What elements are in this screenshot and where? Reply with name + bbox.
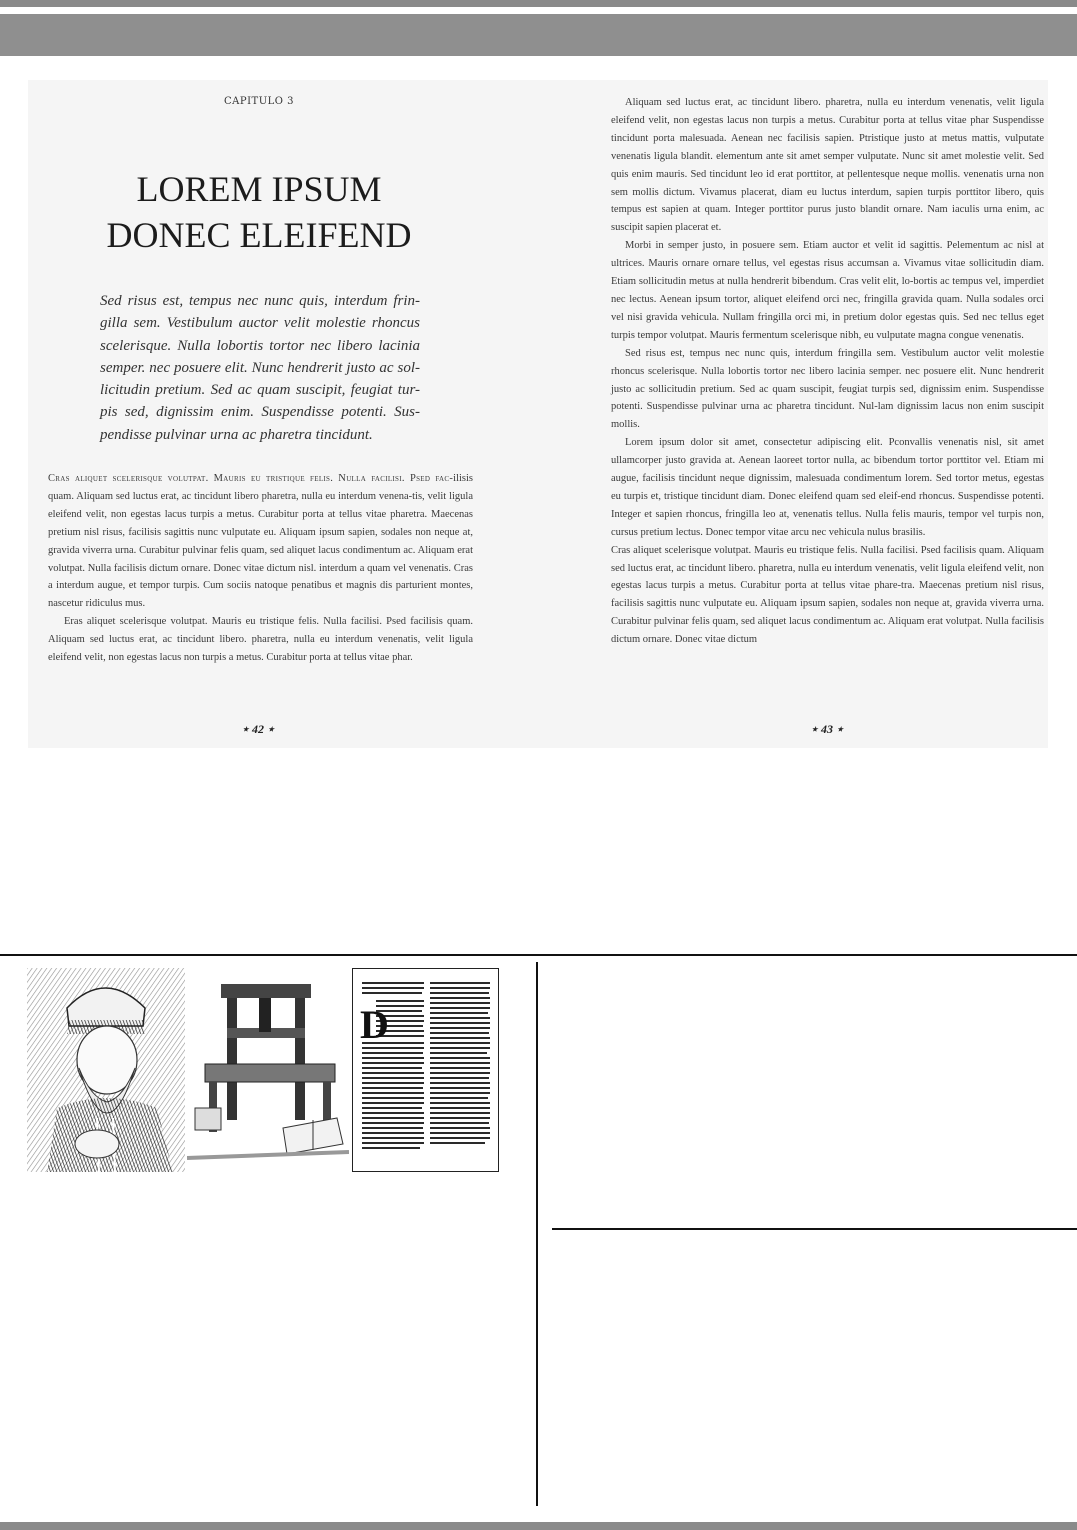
- top-rule-thin: [0, 0, 1077, 7]
- section-divider: [0, 954, 1077, 956]
- right-paragraph-5: Cras aliquet scelerisque volutpat. Mauris eu tristique felis. Nulla facilisi. Psed facilisis quam. Aliquam sed luctus erat, ac tincidunt libero. pharetra, nulla eu interdum venenatis, velit ligula eleifend velit, non egestas lacus turpis a metus. Curabitur porta at tellus vitae phare-tra. Maecenas pretium nisl risus, facilisis sagittis nunc vulputate eu. Aliquam ipsum sapien, sodales non neque at, gravida viverra urna. Curabitur pulvinar felis quam, sed aliquet lacus condimentum ac. Aliquam erat volutpat. Nulla facilisis dictum ornare. Donec vitae dictum: [611, 544, 1044, 646]
- right-paragraph-4: Lorem ipsum dolor sit amet, consectetur adipiscing elit. Pconvallis venenatis nisl, sit amet ullamcorper justo gravida at. Aenean laoreet tortor nulla, ac bibendum tortor porttitor vel. Etiam mi augue, facilisis tincidunt neque dignissim, malesuada condimentum lorem. Sed tortor metus, egestas eu turpis et, tristique tincidunt diam. Donec eleifend quam sed eleif-end rhoncus. Suspendisse potenti. Integer et sapien rhoncus, fringilla leo at, venenatis tellus. Nulla felis mauris, tempor vel turpis non, cursus pretium lectus. Donec tempor vitae arcu nec vehicula nulus brasilis.: [611, 437, 1044, 538]
- right-paragraph-3: Sed risus est, tempus nec nunc quis, interdum fringilla sem. Vestibulum auctor velit molestie rhoncus scelerisque. Nulla lobortis tortor nec libero lacinia semper. nec posuere elit. Nunc hendrerit justo ac sollicitudin pretium. Sed ac quam suscipit, feugiat turpis sed, dignissim enim. Suspendisse potenti. Suspendisse pulvinar urna ac pharetra tincidunt. Nul-lam dignissim lacus non enim suscipit mollis.: [611, 347, 1044, 431]
- left-paragraph-1: [48, 470, 473, 613]
- bible-page-image: [352, 968, 499, 1172]
- left-body-text: [48, 470, 473, 667]
- left-paragraph-1-rest: ilisis quam. Aliquam sed luctus erat, ac tincidunt libero pharetra, nulla eu interdum venena-tis, velit ligula eleifend velit, non egestas lacus turpis a metus. Curabitur porta at tellus vitae pharetra. Maecenas pretium nisl risus, facilisis sagittis nunc vulputate eu. Aliquam ipsum sapien, sodales non neque at, gravida viverra urna. Curabitur pulvinar felis quam, sed aliquet lacus condimentum ac. Aliquam erat volutpat. Nulla facilisis dictum ornare. Donec vitae dictum nisl. interdum a quam vel venenatis. Cras a interdum augue, et tempor turpis. Cum sociis natoque penatibus et magnis dis parturient montes, nascetur ridiculus mus.: [48, 473, 473, 610]
- title-line-2: DONEC ELEIFEND: [106, 215, 412, 255]
- book-spread: [28, 80, 1048, 748]
- bottom-rule: [0, 1522, 1077, 1530]
- right-column-rule: [552, 1228, 1077, 1230]
- chapter-label: CAPITULO 3: [223, 96, 295, 107]
- intro-paragraph: Sed risus est, tempus nec nunc quis, interdum frin-gilla sem. Vestibulum auctor velit molestie rhoncus scelerisque. Nulla lobortis tortor nec libero lacinia semper. nec posuere elit. Nunc hendrerit justo ac sol-licitudin pretium. Sed ac quam suscipit, feugiat tur-pis sed, dignissim enim. Suspendisse potenti. Sus-pendisse pulvinar urna ac pharetra tincidunt.: [100, 293, 420, 443]
- right-paragraph-2: Morbi in semper justo, in posuere sem. Etiam auctor et velit id sagittis. Pelementum ac nisl at ultrices. Mauris ornare ornare tellus, vel egestas risus accumsan a. Vivamus vitae sollicitudin diam. Etiam sollicitudin metus at nulla hendrerit bibendum. Cras velit elit, lo-bortis ac tempus vel, imperdiet nec lectus. Aenean ipsum tortor, aliquet eleifend orci nec, fringilla gravida quam. Nulla sodales orci vel nisi gravida vehicula. Nullam fringilla orci mi, in pretium dolor egestas quis. Sed nec tellus eget turpis tempor volutpat. Mauris fermentum scelerisque nibh, eu vulputate magna congue venenatis.: [611, 240, 1044, 341]
- title-line-1: LOREM IPSUM: [136, 169, 382, 209]
- right-paragraph-1: Aliquam sed luctus erat, ac tincidunt libero. pharetra, nulla eu interdum venenatis, velit ligula eleifend velit, non egestas lacus non turpis a metus. Curabitur porta at tellus vitae phar Suspendisse tincidunt porta malesuada. Aenean nec facilisis sapien. Ptristique justo at metus mattis, vulputate venenatis ligula blandit. elementum ante sit amet semper vulputate. Nunc sit amet molestie velit. Sed quis enim mauris. Sed tincidunt leo id erat porttitor, at pellentesque neque mollis. venenatis urna non sem mollis dictum. Vivamus placerat, diam eu luctus interdum, sapien turpis porttitor libero, quis tempus est sapien at quam. Integer porttitor purus justo blandit ornare. Nam iaculis urna enim, ac suscipit sapien placerat et.: [611, 97, 1044, 234]
- portrait-engraving-image: [27, 968, 185, 1172]
- left-page: [28, 80, 538, 748]
- bible-initial-letter: D: [360, 1002, 389, 1047]
- lead-smallcaps: Cras aliquet scelerisque volutpat. Mauris eu tristique felis. Nulla facilisi. Psed fac-: [48, 473, 454, 484]
- column-divider: [536, 962, 538, 1506]
- chapter-title: [28, 166, 490, 258]
- page-number-left: ⋆ 42 ⋆: [241, 722, 275, 736]
- right-body-text: [611, 94, 1044, 649]
- right-page: [538, 80, 1048, 748]
- left-paragraph-2: Eras aliquet scelerisque volutpat. Mauris eu tristique felis. Nulla facilisi. Psed facilisis quam. Aliquam sed luctus erat, ac tincidunt libero. pharetra, nulla eu interdum venenatis, velit ligula eleifend velit, non egestas lacus non turpis a metus. Curabitur porta at tellus vitae phar.: [48, 616, 473, 664]
- header-bar: [0, 14, 1077, 56]
- page-number-right: ⋆ 43 ⋆: [810, 722, 844, 736]
- printing-press-image: [187, 968, 349, 1172]
